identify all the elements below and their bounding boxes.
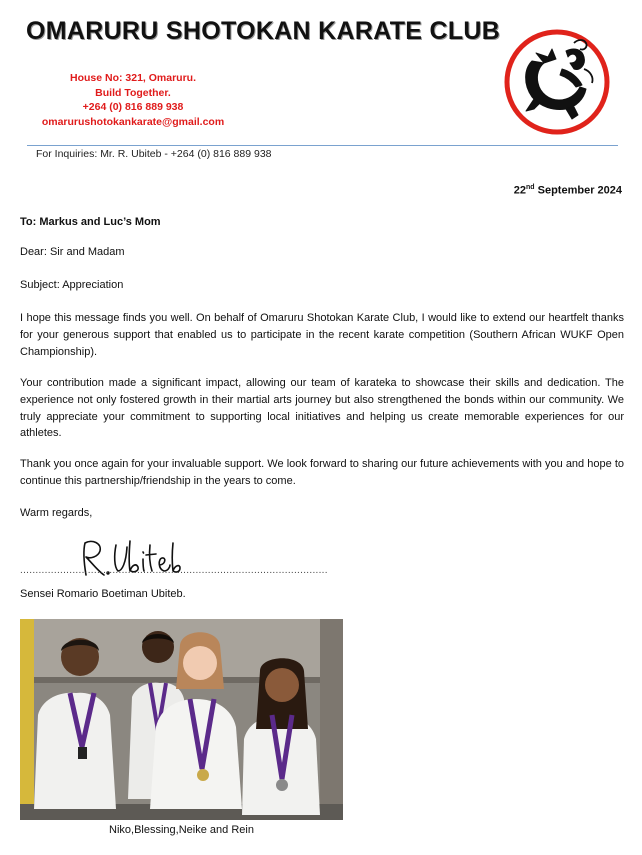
address-line-2: Build Together.	[95, 86, 171, 99]
email-address: omarurushotokankarate@gmail.com	[41, 115, 225, 128]
inquiries-line: For Inquiries: Mr. R. Ubiteb - +264 (0) 816 889 938	[36, 148, 272, 160]
photo-caption: Niko,Blessing,Neike and Rein	[109, 824, 254, 836]
date-month-year: September 2024	[534, 184, 622, 197]
body-paragraph-2: Your contribution made a significant impact, allowing our team of karateka to showcase their skills and dedication. The experience not only fostered growth in their martial arts journey but also strengthened the bonds within our community. We truly appreciate your commitment to supporting local initiatives and helping us create memorable experiences for our athletes.	[20, 377, 624, 440]
address-line-1: House No: 321, Omaruru.	[69, 72, 197, 84]
date-suffix: nd	[526, 184, 535, 191]
signer-name: Sensei Romario Boetiman Ubiteb.	[20, 588, 186, 600]
subject-line: Subject: Appreciation	[20, 279, 124, 291]
header-divider	[27, 145, 618, 146]
phone-number: +264 (0) 816 889 938	[82, 101, 184, 113]
signature-dotted-line: ....................................................................................................	[20, 565, 328, 576]
salutation: Dear: Sir and Madam	[20, 246, 125, 258]
shotokan-tiger-icon	[504, 29, 610, 135]
closing: Warm regards,	[20, 507, 93, 519]
club-title: OMARURU SHOTOKAN KARATE CLUB	[26, 17, 501, 45]
team-photo	[20, 619, 343, 820]
recipient-line: To: Markus and Luc’s Mom	[20, 216, 161, 228]
body-paragraph-3: Thank you once again for your invaluable support. We look forward to sharing our future achievements with you and hope to continue this partnership/friendship in the years to come.	[20, 458, 624, 487]
letter-date	[514, 184, 622, 197]
body-paragraph-1: I hope this message finds you well. On behalf of Omaruru Shotokan Karate Club, I would like to extend our heartfelt thanks for your generous support that enabled us to participate in the recent karate competition (Southern African WUKF Open Championship).	[20, 312, 624, 358]
date-day: 22	[513, 184, 526, 197]
contact-block	[20, 71, 246, 129]
